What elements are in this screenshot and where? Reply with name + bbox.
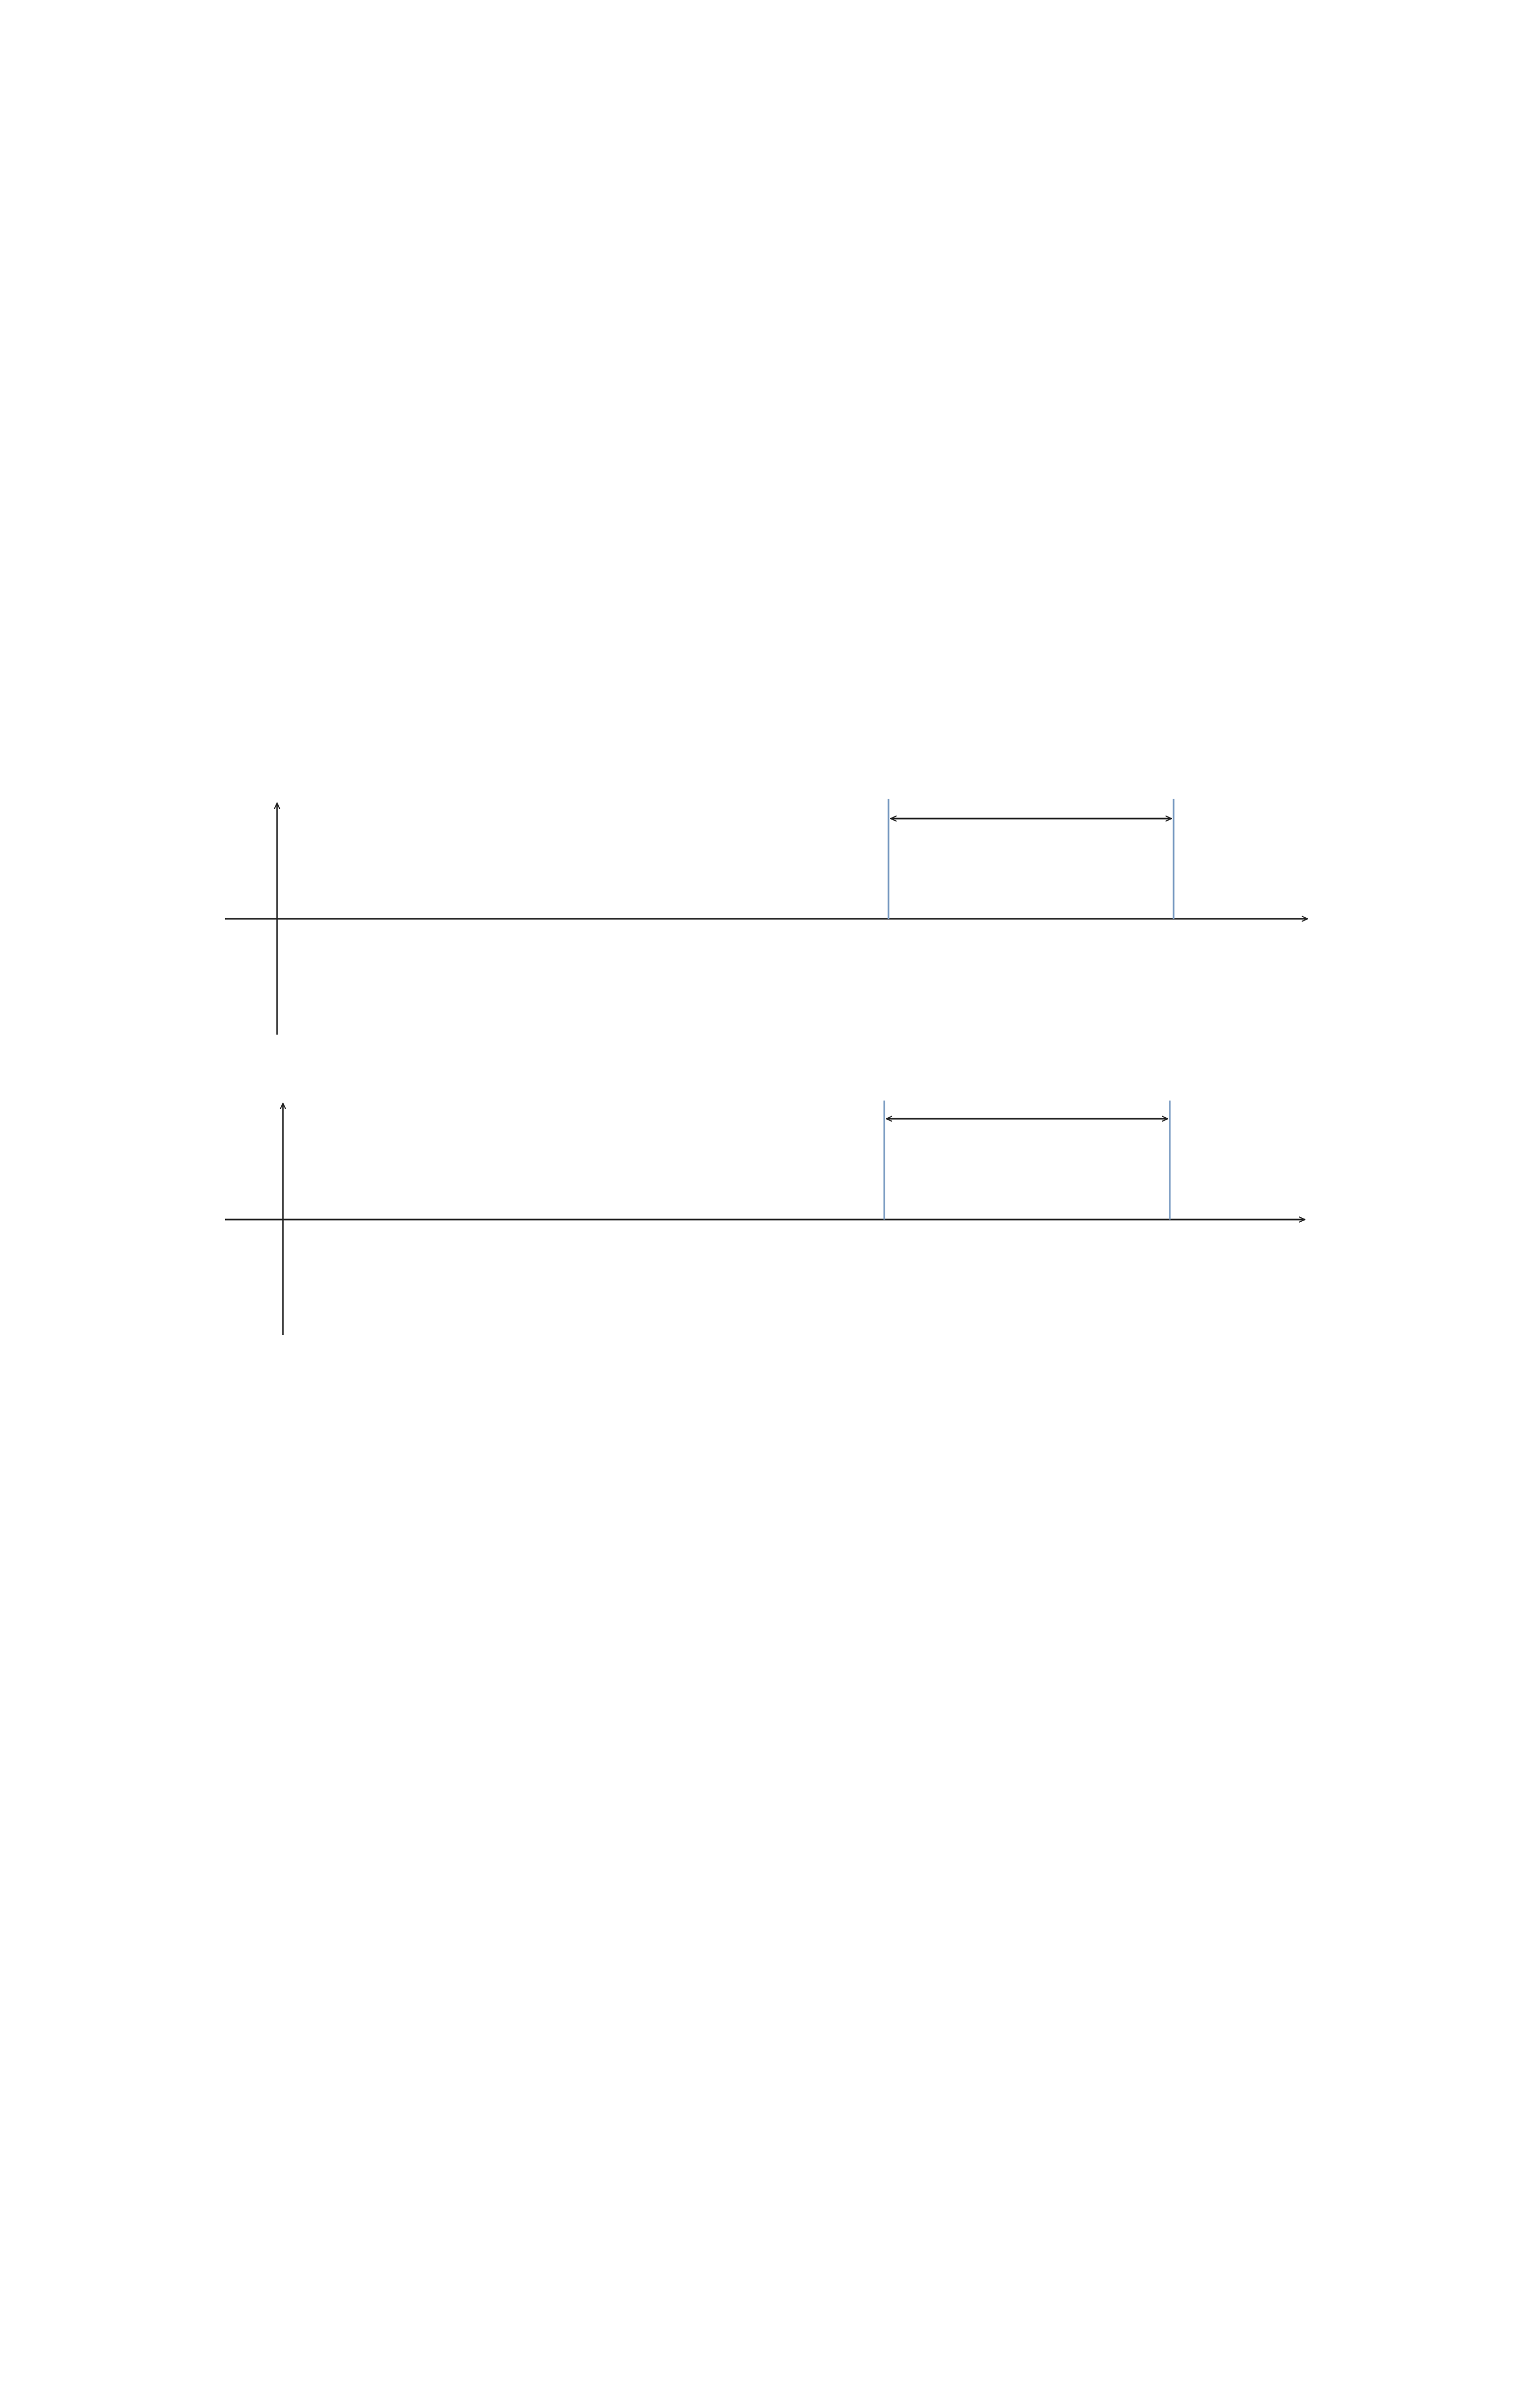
top-panel	[225, 799, 1308, 1035]
bottom-panel	[225, 1101, 1305, 1335]
wave-figure	[214, 745, 1324, 1340]
wave-diagram	[214, 745, 1324, 1340]
